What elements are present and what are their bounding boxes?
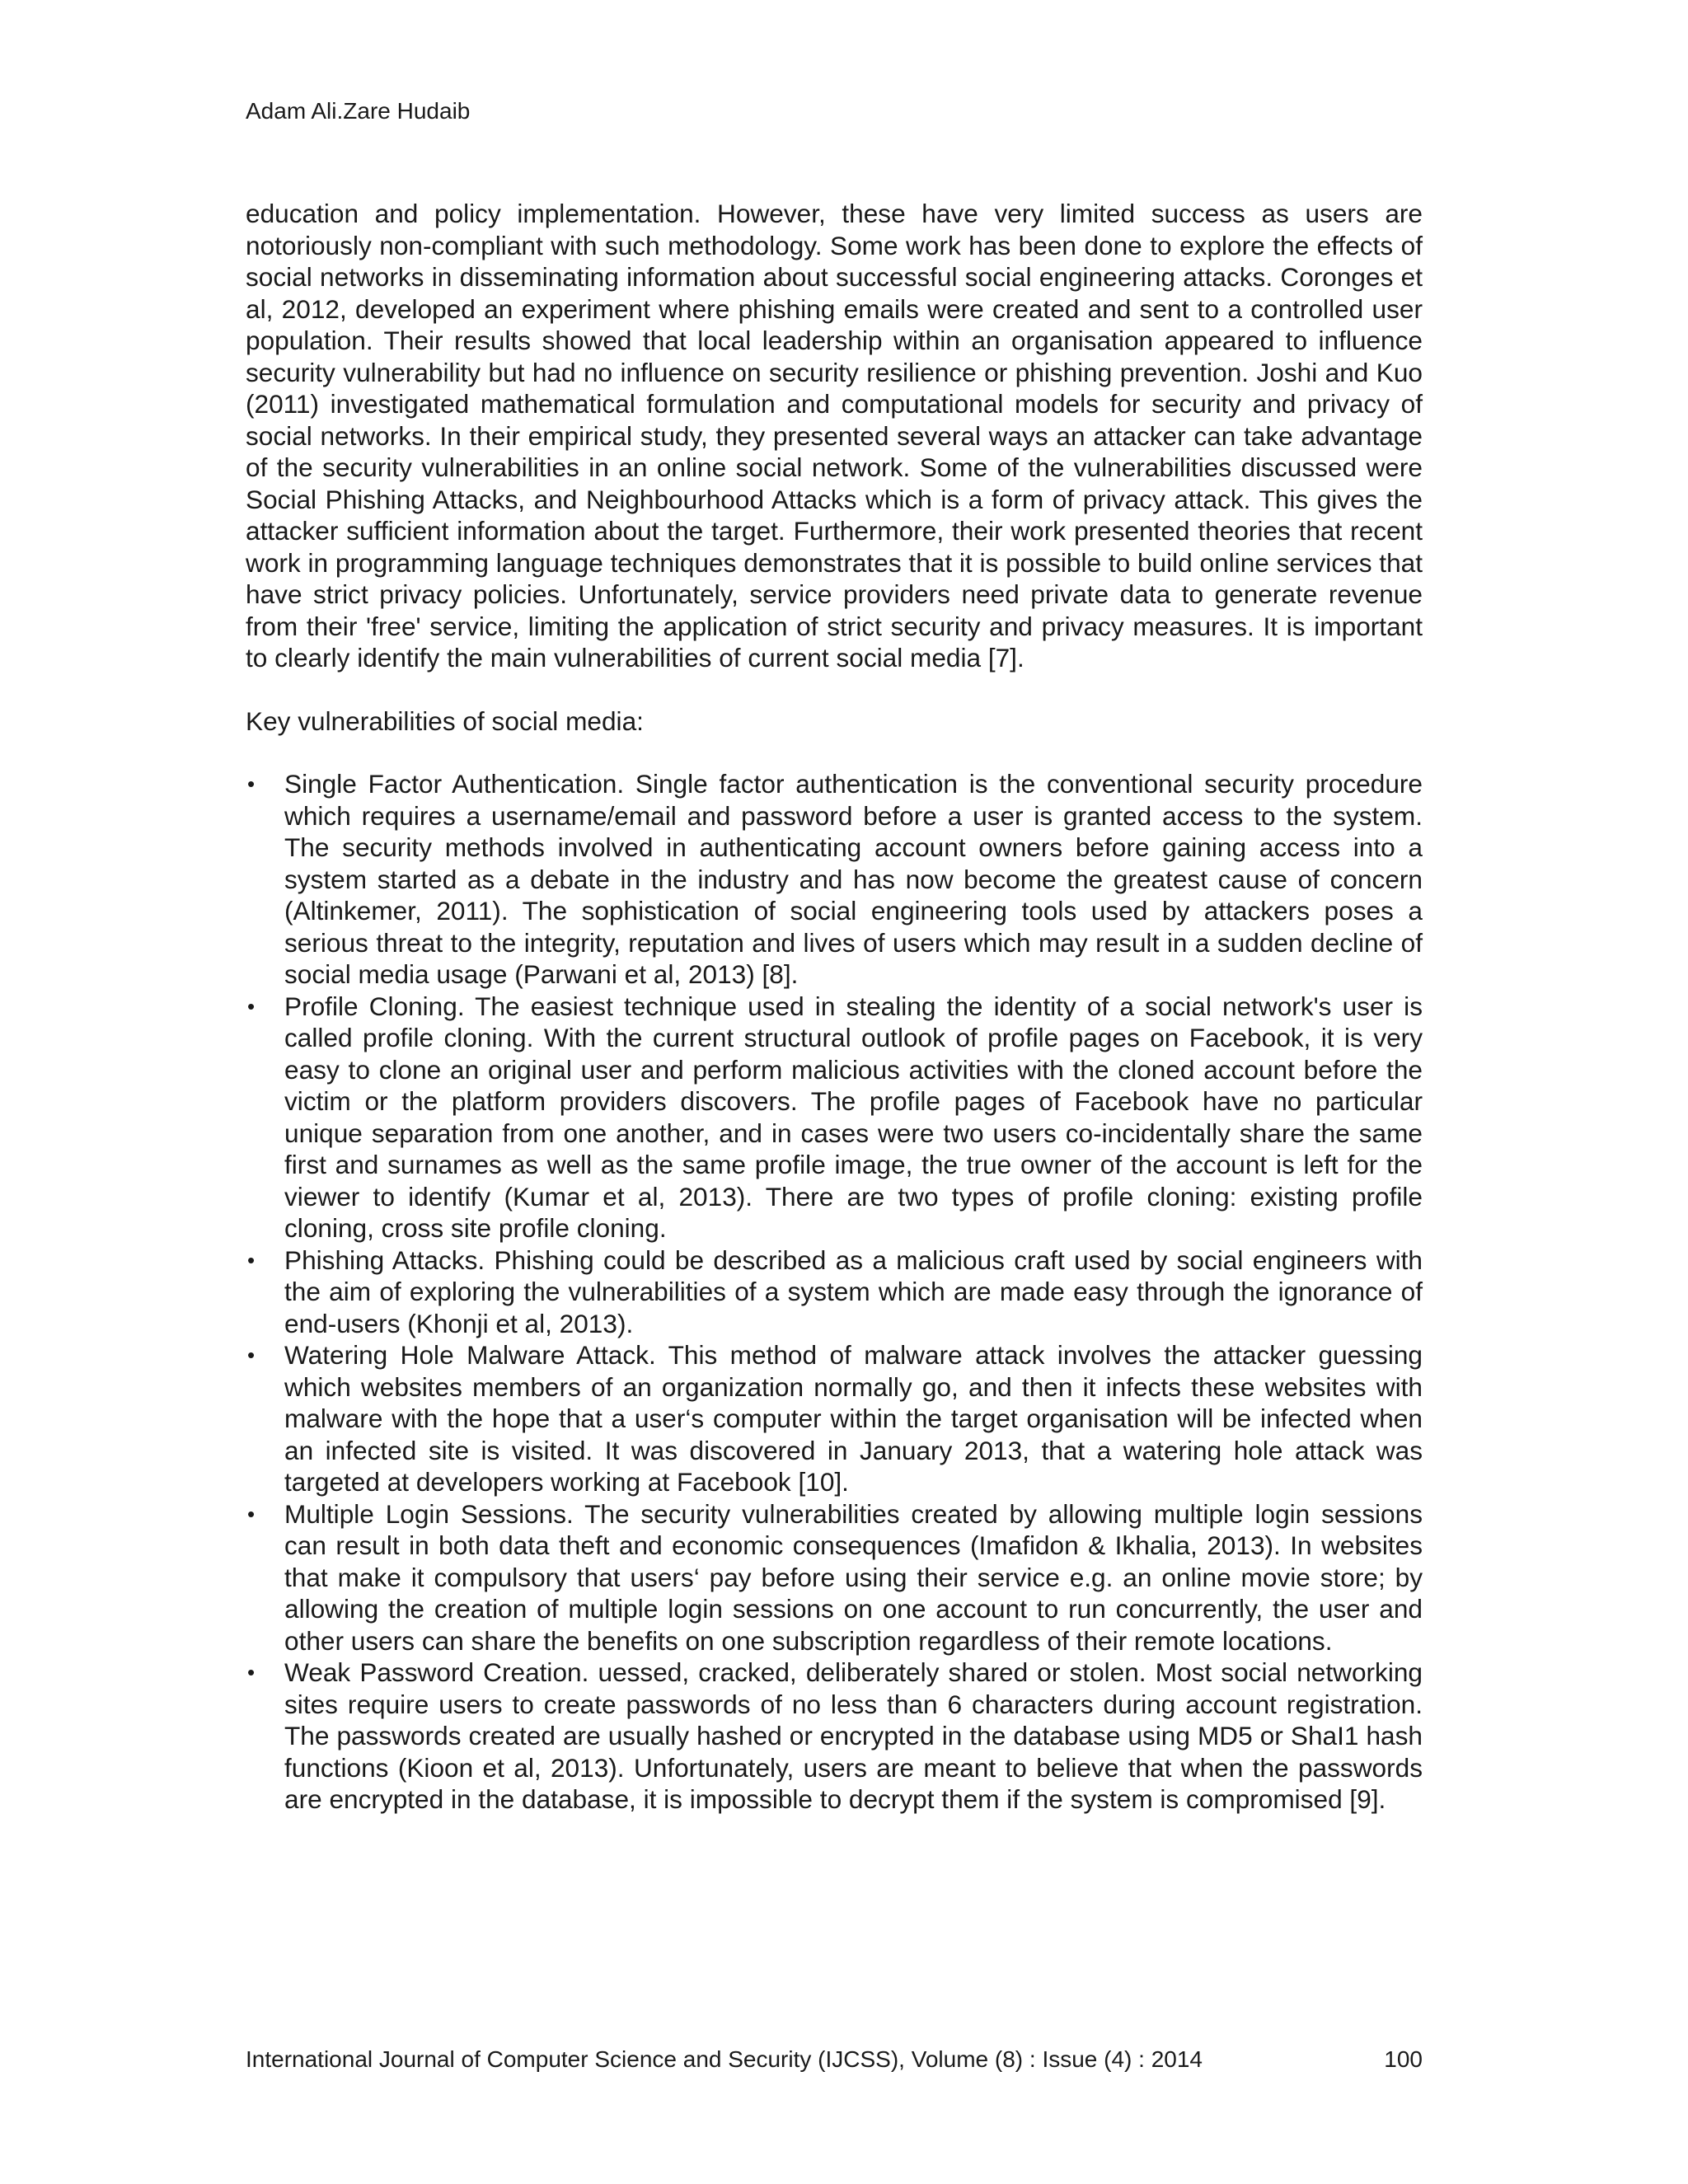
list-item-text: Profile Cloning. The easiest technique used in stealing the identity of a social network's user is called profile cloning. With the current structural outlook of profile pages on Facebook, it is very easy to clone an original user and perform malicious activities with the cloned account before the victim or the platform providers discovers. The profile pages of Facebook have no particular unique separation from one another, and in cases were two users co-incidentally share the same first and surnames as well as the same profile image, the true owner of the account is left for the viewer to identify (Kumar et al, 2013). There are two types of profile cloning: existing profile cloning, cross site profile cloning. — [284, 991, 1423, 1243]
body-text — [246, 198, 1423, 1816]
list-item-text: Watering Hole Malware Attack. This method of malware attack involves the attacker guessing which websites members of an organization normally go, and then it infects these websites with malware with the hope that a user‘s computer within the target organisation will be infected when an infected site is visited. It was discovered in January 2013, that a watering hole attack was targeted at developers working at Facebook [10]. — [284, 1340, 1423, 1497]
intro-paragraph: education and policy implementation. However, these have very limited success as users are notoriously non-compliant with such methodology. Some work has been done to explore the effects of social networks in disseminating information about successful social engineering attacks. Coronges et al, 2012, developed an experiment where phishing emails were created and sent to a controlled user population. Their results showed that local leadership within an organisation appeared to influence security vulnerability but had no influence on security resilience or phishing prevention. Joshi and Kuo (2011) investigated mathematical formulation and computational models for security and privacy of social networks. In their empirical study, they presented several ways an attacker can take advantage of the security vulnerabilities in an online social network. Some of the vulnerabilities discussed were Social Phishing Attacks, and Neighbourhood Attacks which is a form of privacy attack. This gives the attacker sufficient information about the target. Furthermore, their work presented theories that recent work in programming language techniques demonstrates that it is possible to build online services that have strict privacy policies. Unfortunately, service providers need private data to generate revenue from their 'free' service, limiting the application of strict security and privacy measures. It is important to clearly identify the main vulnerabilities of current social media [7]. — [246, 199, 1423, 673]
footer-journal-citation: International Journal of Computer Science and Security (IJCSS), Volume (8) : Issue (4) : 2014 — [246, 2046, 1203, 2072]
page-footer — [246, 2046, 1423, 2075]
list-item-multiple-login-sessions — [246, 1498, 1423, 1657]
list-item-phishing-attacks — [246, 1244, 1423, 1340]
list-item-watering-hole-malware-attack — [246, 1339, 1423, 1498]
page-number: 100 — [1384, 2046, 1423, 2072]
list-item-text: Multiple Login Sessions. The security vulnerabilities created by allowing multiple login sessions can result in both data theft and economic consequences (Imafidon & Ikhalia, 2013). In websites that make it compulsory that users‘ pay before using their service e.g. an online movie store; by allowing the creation of multiple login sessions on one account to run concurrently, the user and other users can share the benefits on one subscription regardless of their remote locations. — [284, 1498, 1423, 1656]
list-heading: Key vulnerabilities of social media: — [246, 705, 644, 736]
list-item-single-factor-authentication — [246, 768, 1423, 991]
bullet-icon: • — [247, 1343, 256, 1367]
list-item-text: Phishing Attacks. Phishing could be described as a malicious craft used by social engineers with the aim of exploring the vulnerabilities of a system which are made easy through the ignorance of end-users (Khonji et al, 2013). — [284, 1244, 1423, 1338]
bullet-icon: • — [247, 1247, 256, 1272]
bullet-icon: • — [247, 771, 256, 796]
list-item-weak-password-creation — [246, 1657, 1423, 1816]
list-item-profile-cloning — [246, 991, 1423, 1244]
bullet-icon: • — [247, 1660, 256, 1685]
list-item-text: Single Factor Authentication. Single factor authentication is the conventional security procedure which requires a username/email and password before a user is granted access to the system. The security methods involved in authenticating account owners before gaining access into a system started as a debate in the industry and has now become the greatest cause of concern (Altinkemer, 2011). The sophistication of social engineering tools used by attackers poses a serious threat to the integrity, reputation and lives of users which may result in a sudden decline of social media usage (Parwani et al, 2013) [8]. — [284, 769, 1423, 989]
bullet-icon: • — [247, 993, 256, 1019]
bullet-icon: • — [247, 1501, 256, 1526]
running-head-author: Adam Ali.Zare Hudaib — [246, 98, 471, 124]
list-item-text: Weak Password Creation. uessed, cracked, deliberately shared or stolen. Most social networking sites require users to create passwords of no less than 6 characters during account registration. The passwords created are usually hashed or encrypted in the database using MD5 or ShaI1 hash functions (Kioon et al, 2013). Unfortunately, users are meant to believe that when the passwords are encrypted in the database, it is impossible to decrypt them if the system is compromised [9]. — [284, 1657, 1423, 1814]
vulnerability-list — [246, 768, 1423, 1816]
